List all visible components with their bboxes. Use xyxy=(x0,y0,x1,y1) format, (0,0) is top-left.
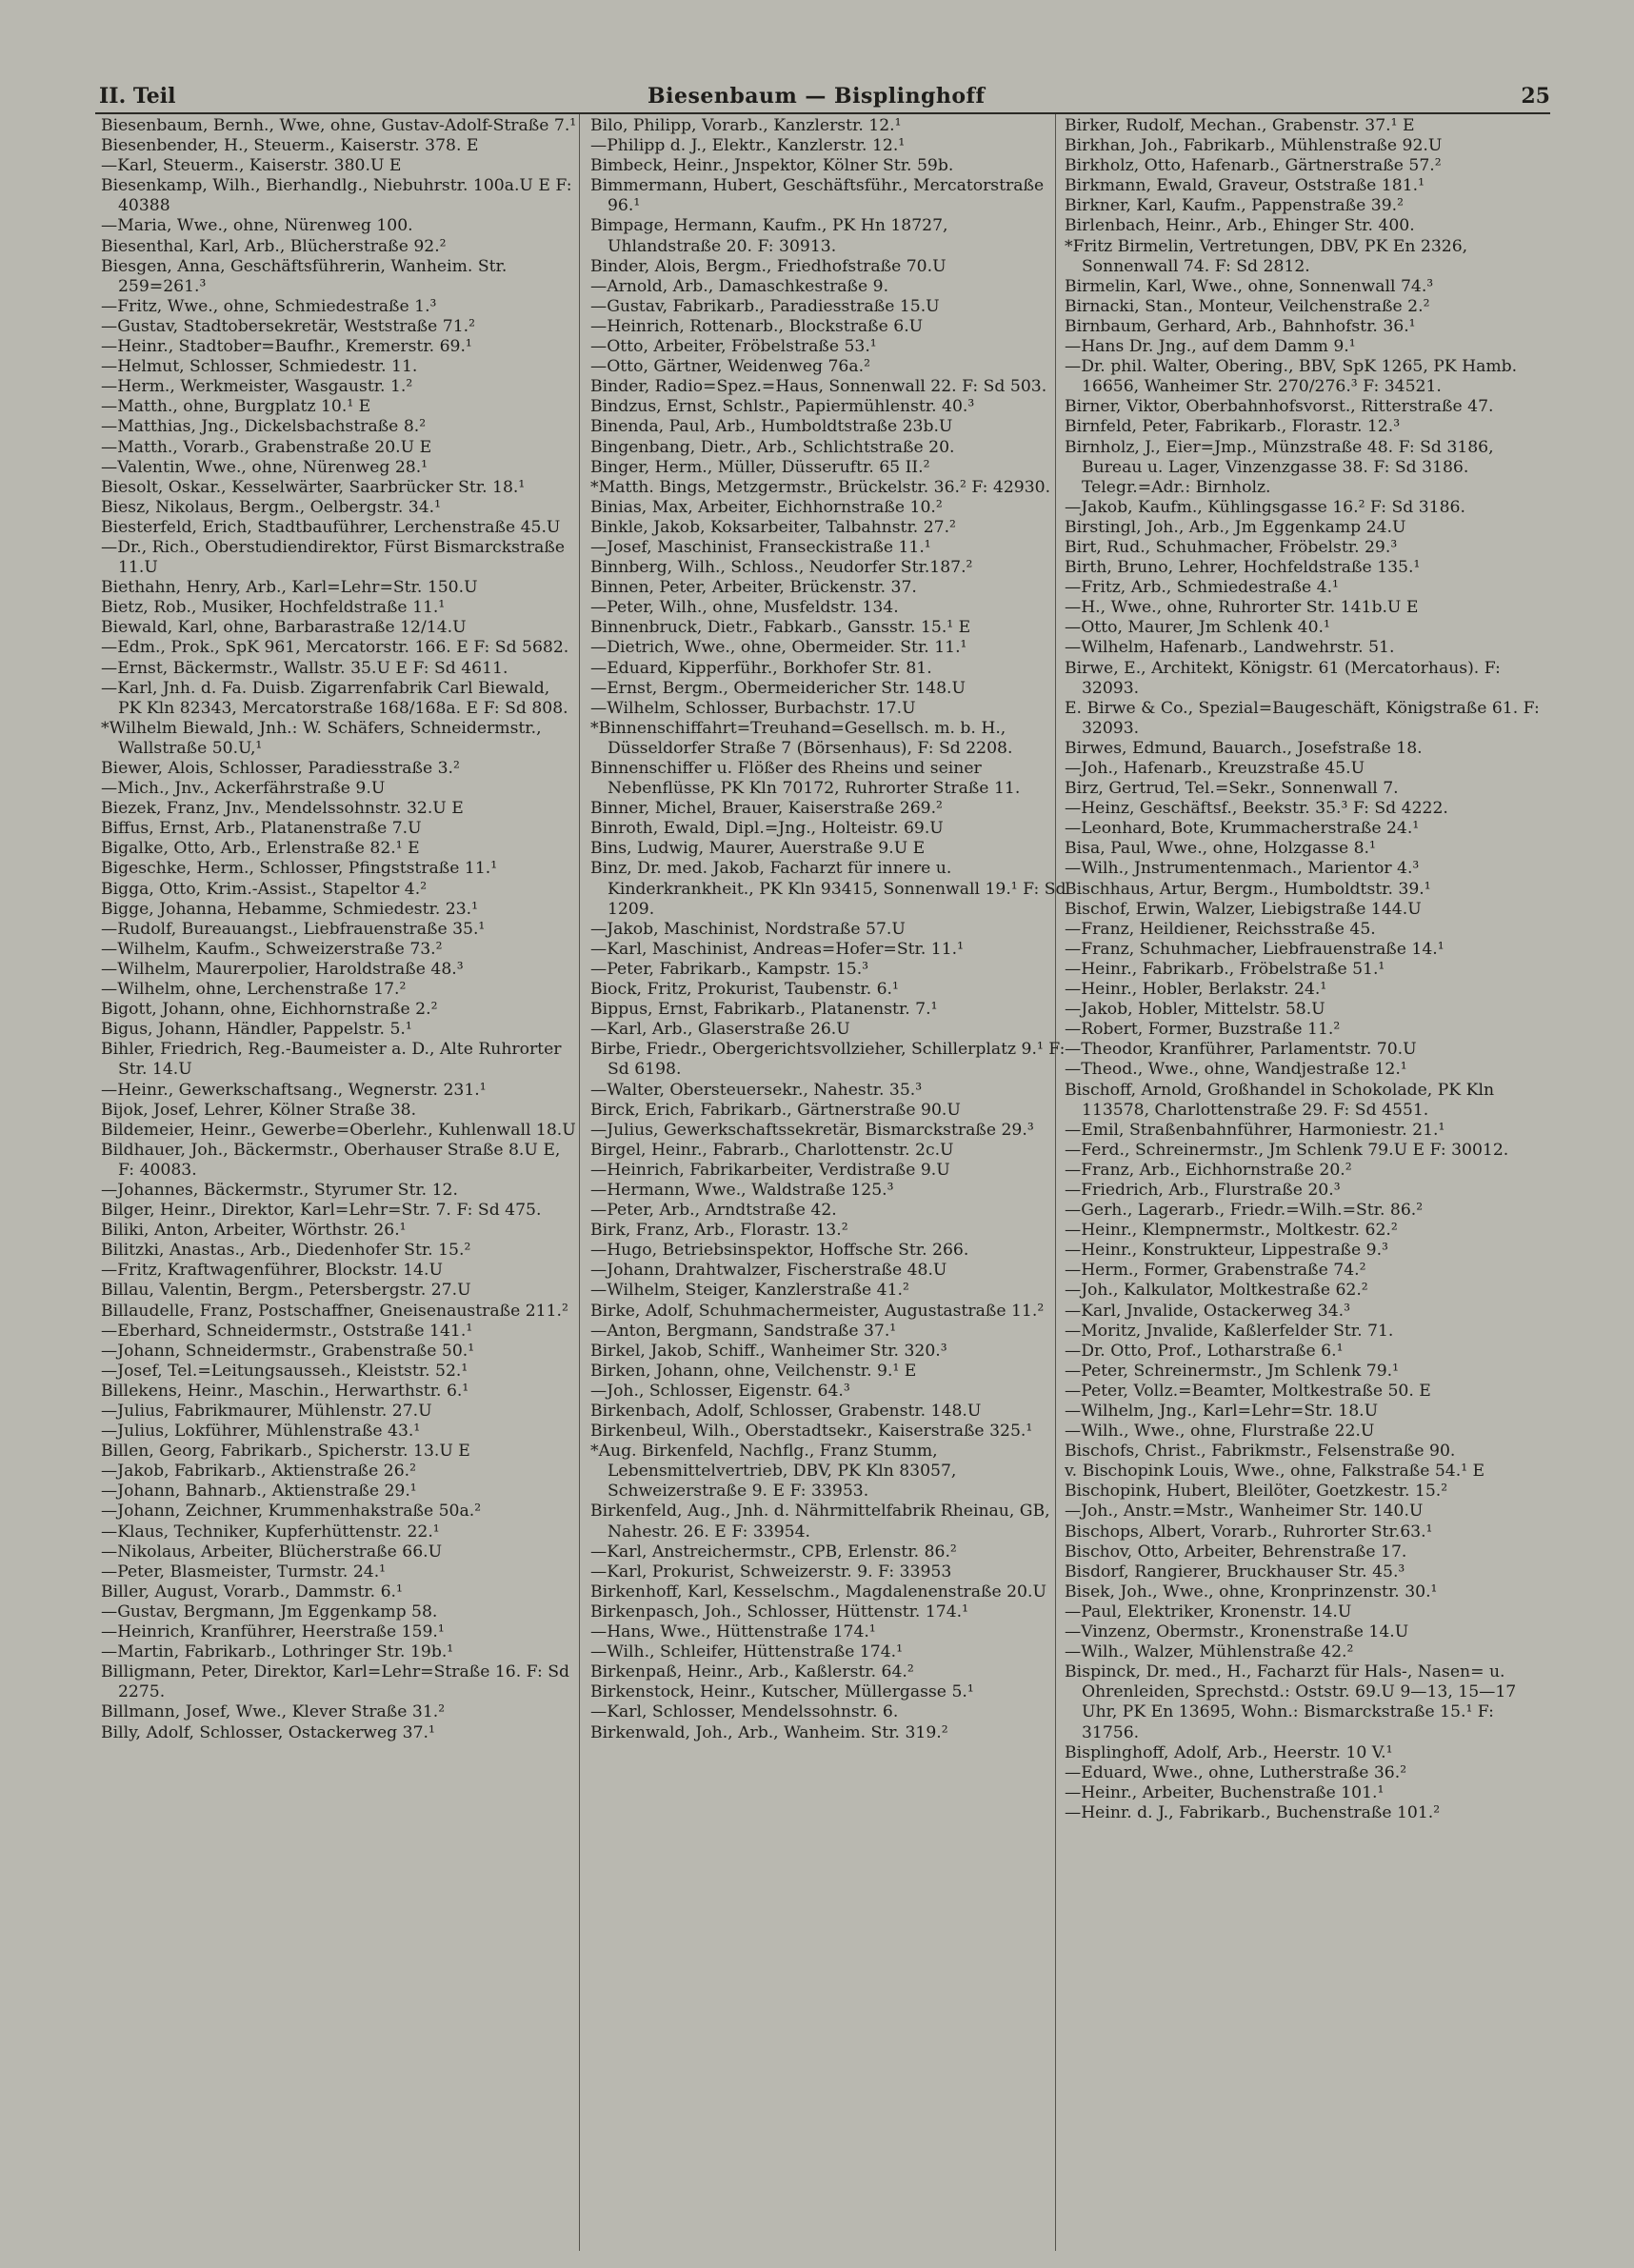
directory-entry: —Gustav, Bergmann, Jm Eggenkamp 58. xyxy=(101,1602,438,1621)
directory-entry: —Matthias, Jng., Dickelsbachstraße 8.² xyxy=(101,417,427,437)
directory-entry: —Franz, Heildiener, Reichsstraße 45. xyxy=(1065,919,1376,939)
directory-entry: —Karl, Maschinist, Andreas=Hofer=Str. 11.¹ xyxy=(590,939,964,959)
directory-entry: Birken, Johann, ohne, Veilchenstr. 9.¹ E xyxy=(590,1361,917,1381)
directory-entry: Birkenpaß, Heinr., Arb., Kaßlerstr. 64.² xyxy=(590,1662,914,1682)
directory-entry: Bischov, Otto, Arbeiter, Behrenstraße 17. xyxy=(1065,1542,1407,1562)
directory-entry: —Karl, Arb., Glaserstraße 26.U xyxy=(590,1020,850,1040)
directory-entry: —Heinr., Klempnermstr., Moltkestr. 62.² xyxy=(1065,1221,1398,1241)
column-divider xyxy=(579,114,580,2251)
directory-entry: —Heinz, Geschäftsf., Beekstr. 35.³ F: Sd 4222. xyxy=(1065,799,1448,819)
directory-entry: —Heinrich, Kranführer, Heerstraße 159.¹ xyxy=(101,1622,445,1642)
directory-entry: Binenda, Paul, Arb., Humboldtstraße 23b.U xyxy=(590,417,953,437)
directory-entry: Bigge, Johanna, Hebamme, Schmiedestr. 23.¹ xyxy=(101,899,479,919)
page-header xyxy=(95,80,1550,114)
directory-entry: Bijok, Josef, Lehrer, Kölner Straße 38. xyxy=(101,1100,417,1120)
directory-entry: —Johann, Zeichner, Krummenhakstraße 50a.² xyxy=(101,1502,482,1522)
directory-entry: Birker, Rudolf, Mechan., Grabenstr. 37.¹ E xyxy=(1065,116,1415,135)
directory-entry: Bigeschke, Herm., Schlosser, Pfingststraße 11.¹ xyxy=(101,859,498,879)
directory-entry: —Peter, Blasmeister, Turmstr. 24.¹ xyxy=(101,1562,387,1582)
directory-entry: Birnbaum, Gerhard, Arb., Bahnhofstr. 36.¹ xyxy=(1065,316,1416,336)
directory-entry: —Jakob, Maschinist, Nordstraße 57.U xyxy=(590,919,906,939)
directory-entry: Birner, Viktor, Oberbahnhofsvorst., Ritterstraße 47. xyxy=(1065,397,1494,417)
directory-entry: —Dr. phil. Walter, Obering., BBV, SpK 1265, PK Hamb. 16656, Wanheimer Str. 270/276.³ F: 34521. xyxy=(1065,357,1518,397)
directory-entry: Biesenbender, H., Steuerm., Kaiserstr. 378. E xyxy=(101,136,479,156)
directory-entry: —Edm., Prok., SpK 961, Mercatorstr. 166. E F: Sd 5682. xyxy=(101,638,569,658)
directory-entry: —Peter, Schreinermstr., Jm Schlenk 79.¹ xyxy=(1065,1361,1399,1381)
directory-entry: Birkhan, Joh., Fabrikarb., Mühlenstraße 92.U xyxy=(1065,136,1443,156)
directory-entry: —Josef, Maschinist, Franseckistraße 11.¹ xyxy=(590,537,931,557)
directory-entry: —Wilhelm, ohne, Lerchenstraße 17.² xyxy=(101,980,407,1000)
directory-entry: Bippus, Ernst, Fabrikarb., Platanenstr. 7.¹ xyxy=(590,1000,938,1020)
directory-entry: Birt, Rud., Schuhmacher, Fröbelstr. 29.³ xyxy=(1065,537,1398,557)
directory-entry: Birck, Erich, Fabrikarb., Gärtnerstraße 90.U xyxy=(590,1100,961,1120)
header-rule xyxy=(95,112,1550,114)
directory-entry: —Herm., Werkmeister, Wasgaustr. 1.² xyxy=(101,377,413,397)
directory-entry: —Heinr., Gewerkschaftsang., Wegnerstr. 231.¹ xyxy=(101,1080,487,1100)
directory-entry: Billy, Adolf, Schlosser, Ostackerweg 37.¹ xyxy=(101,1722,435,1742)
directory-entry: Birnacki, Stan., Monteur, Veilchenstraße 2.² xyxy=(1065,296,1430,316)
directory-entry: Biller, August, Vorarb., Dammstr. 6.¹ xyxy=(101,1582,403,1602)
directory-entry: —Heinr. d. J., Fabrikarb., Buchenstraße 101.² xyxy=(1065,1802,1441,1822)
directory-entry: Birz, Gertrud, Tel.=Sekr., Sonnenwall 7. xyxy=(1065,779,1399,799)
directory-entry: —Karl, Jnvalide, Ostackerweg 34.³ xyxy=(1065,1301,1350,1321)
directory-entry: —Karl, Anstreichermstr., CPB, Erlenstr. 86.² xyxy=(590,1542,957,1562)
directory-entry: —Peter, Vollz.=Beamter, Moltkestraße 50. E xyxy=(1065,1381,1431,1401)
directory-entry: —Maria, Wwe., ohne, Nürenweg 100. xyxy=(101,216,413,236)
directory-entry: *Fritz Birmelin, Vertretungen, DBV, PK En 2326, Sonnenwall 74. F: Sd 2812. xyxy=(1065,236,1468,276)
directory-entry: —Wilh., Jnstrumentenmach., Marientor 4.³ xyxy=(1065,859,1420,879)
directory-entry: Biesenbaum, Bernh., Wwe, ohne, Gustav-Adolf-Straße 7.¹ xyxy=(101,116,577,135)
directory-entry: —Rudolf, Bureauangst., Liebfrauenstraße 35.¹ xyxy=(101,919,486,939)
directory-entry: —Eduard, Wwe., ohne, Lutherstraße 36.² xyxy=(1065,1762,1407,1782)
directory-entry: —Jakob, Kaufm., Kühlingsgasse 16.² F: Sd 3186. xyxy=(1065,497,1465,517)
directory-entry: —Nikolaus, Arbeiter, Blücherstraße 66.U xyxy=(101,1542,443,1562)
directory-entry: —Arnold, Arb., Damaschkestraße 9. xyxy=(590,276,889,296)
directory-entry: Bietz, Rob., Musiker, Hochfeldstraße 11.¹ xyxy=(101,598,446,618)
directory-entry: —Gustav, Fabrikarb., Paradiesstraße 15.U xyxy=(590,296,940,316)
directory-entry: —Wilh., Schleifer, Hüttenstraße 174.¹ xyxy=(590,1642,904,1662)
directory-entry: Bilo, Philipp, Vorarb., Kanzlerstr. 12.¹ xyxy=(590,116,902,135)
directory-entry: —Wilhelm, Steiger, Kanzlerstraße 41.² xyxy=(590,1281,909,1301)
directory-entry: —Dietrich, Wwe., ohne, Obermeider. Str. 11.¹ xyxy=(590,638,967,658)
directory-entry: Bigalke, Otto, Arb., Erlenstraße 82.¹ E xyxy=(101,839,420,859)
directory-entry: Bimpage, Hermann, Kaufm., PK Hn 18727, Uhlandstraße 20. F: 30913. xyxy=(590,216,948,256)
directory-entry: Billaudelle, Franz, Postschaffner, Gneisenaustraße 211.² xyxy=(101,1301,568,1321)
directory-entry: —Dr. Otto, Prof., Lotharstraße 6.¹ xyxy=(1065,1341,1344,1361)
directory-entry: *Aug. Birkenfeld, Nachflg., Franz Stumm, Lebensmittelvertrieb, DBV, PK Kln 83057, Schweizerstraße 9. E F: 33953. xyxy=(590,1442,957,1502)
directory-entry: Birnholz, J., Eier=Jmp., Münzstraße 48. F: Sd 3186, Bureau u. Lager, Vinzenzgasse 38. F: Sd 3186. Telegr.=Adr.: Birnholz. xyxy=(1065,437,1494,497)
directory-entry: —Fritz, Arb., Schmiedestraße 4.¹ xyxy=(1065,578,1339,598)
directory-entry: Birk, Franz, Arb., Florastr. 13.² xyxy=(590,1221,848,1241)
directory-entry: Birgel, Heinr., Fabrarb., Charlottenstr. 2c.U xyxy=(590,1140,954,1160)
directory-entry: Bischopink, Hubert, Bleilöter, Goetzkestr. 15.² xyxy=(1065,1482,1448,1502)
directory-entry: —Heinr., Arbeiter, Buchenstraße 101.¹ xyxy=(1065,1782,1385,1802)
running-title: Biesenbaum — Bisplinghoff xyxy=(648,84,986,109)
directory-entry: Birkenhoff, Karl, Kesselschm., Magdalenenstraße 20.U xyxy=(590,1582,1046,1602)
directory-entry: —Wilh., Walzer, Mühlenstraße 42.² xyxy=(1065,1642,1354,1662)
directory-entry: Bigott, Johann, ohne, Eichhornstraße 2.² xyxy=(101,1000,438,1020)
directory-entry: Bisdorf, Rangierer, Bruckhauser Str. 45.³ xyxy=(1065,1562,1405,1582)
directory-entry: Bisplinghoff, Adolf, Arb., Heerstr. 10 V.¹ xyxy=(1065,1742,1393,1762)
directory-entry: —Wilh., Wwe., ohne, Flurstraße 22.U xyxy=(1065,1422,1375,1442)
directory-entry: Biesterfeld, Erich, Stadtbauführer, Lerchenstraße 45.U xyxy=(101,517,561,537)
directory-entry: —Hans, Wwe., Hüttenstraße 174.¹ xyxy=(590,1622,876,1642)
directory-entry: Birke, Adolf, Schuhmachermeister, Augustastraße 11.² xyxy=(590,1301,1045,1321)
directory-entry: Bisek, Joh., Wwe., ohne, Kronprinzenstr. 30.¹ xyxy=(1065,1582,1438,1602)
directory-entry: Biewald, Karl, ohne, Barbarastraße 12/14.U xyxy=(101,618,467,638)
directory-entry: —Leonhard, Bote, Krummacherstraße 24.¹ xyxy=(1065,819,1420,839)
directory-entry: —Eberhard, Schneidermstr., Oststraße 141.¹ xyxy=(101,1321,473,1341)
directory-entry: —Valentin, Wwe., ohne, Nürenweg 28.¹ xyxy=(101,457,428,477)
directory-entry: —Herm., Former, Grabenstraße 74.² xyxy=(1065,1261,1366,1281)
directory-entry: —Matth., ohne, Burgplatz 10.¹ E xyxy=(101,397,371,417)
directory-entry: —Heinrich, Rottenarb., Blockstraße 6.U xyxy=(590,316,924,336)
directory-entry: Bins, Ludwig, Maurer, Auerstraße 9.U E xyxy=(590,839,926,859)
directory-entry: Birkholz, Otto, Hafenarb., Gärtnerstraße 57.² xyxy=(1065,156,1442,176)
directory-entry: —Emil, Straßenbahnführer, Harmoniestr. 21.¹ xyxy=(1065,1120,1445,1140)
directory-entry: Biliki, Anton, Arbeiter, Wörthstr. 26.¹ xyxy=(101,1221,407,1241)
directory-entry: —Peter, Fabrikarb., Kampstr. 15.³ xyxy=(590,959,869,979)
directory-entry: Bihler, Friedrich, Reg.-Baumeister a. D., Alte Ruhrorter Str. 14.U xyxy=(101,1040,562,1080)
directory-entry: Binias, Max, Arbeiter, Eichhornstraße 10.² xyxy=(590,497,943,517)
directory-entry: —Franz, Schuhmacher, Liebfrauenstraße 14.¹ xyxy=(1065,939,1445,959)
directory-entry: —Heinr., Hobler, Berlakstr. 24.¹ xyxy=(1065,980,1327,1000)
directory-entry: —Joh., Hafenarb., Kreuzstraße 45.U xyxy=(1065,759,1365,778)
directory-entry: Birkenwald, Joh., Arb., Wanheim. Str. 319.² xyxy=(590,1722,948,1742)
directory-entry: Billekens, Heinr., Maschin., Herwarthstr. 6.¹ xyxy=(101,1381,469,1401)
directory-entry: Billigmann, Peter, Direktor, Karl=Lehr=Straße 16. F: Sd 2275. xyxy=(101,1662,569,1702)
directory-entry: —Hermann, Wwe., Waldstraße 125.³ xyxy=(590,1180,894,1200)
directory-entry: Binroth, Ewald, Dipl.=Jng., Holteistr. 69.U xyxy=(590,819,944,839)
directory-entry: —Ferd., Schreinermstr., Jm Schlenk 79.U E F: 30012. xyxy=(1065,1140,1509,1160)
directory-page xyxy=(95,80,1550,2251)
directory-entry: Bischofs, Christ., Fabrikmstr., Felsenstraße 90. xyxy=(1065,1442,1456,1462)
directory-entry: Binnenbruck, Dietr., Fabkarb., Gansstr. 15.¹ E xyxy=(590,618,971,638)
directory-entry: Birkmann, Ewald, Graveur, Oststraße 181.¹ xyxy=(1065,176,1425,196)
directory-entry: Birstingl, Joh., Arb., Jm Eggenkamp 24.U xyxy=(1065,517,1406,537)
directory-entry: —Vinzenz, Obermstr., Kronenstraße 14.U xyxy=(1065,1622,1409,1642)
directory-entry: —Gustav, Stadtobersekretär, Weststraße 71.² xyxy=(101,316,476,336)
directory-entry: —Gerh., Lagerarb., Friedr.=Wilh.=Str. 86.² xyxy=(1065,1201,1424,1221)
directory-entry: —Friedrich, Arb., Flurstraße 20.³ xyxy=(1065,1180,1341,1200)
directory-entry: Biock, Fritz, Prokurist, Taubenstr. 6.¹ xyxy=(590,980,899,1000)
directory-entry: Biesenkamp, Wilh., Bierhandlg., Niebuhrstr. 100a.U E F: 40388 xyxy=(101,176,572,216)
directory-entry: —Walter, Obersteuersekr., Nahestr. 35.³ xyxy=(590,1080,923,1100)
directory-entry: Birkenbeul, Wilh., Oberstadtsekr., Kaiserstraße 325.¹ xyxy=(590,1422,1033,1442)
directory-entry: Biethahn, Henry, Arb., Karl=Lehr=Str. 150.U xyxy=(101,578,478,598)
directory-entry: —Wilhelm, Maurerpolier, Haroldstraße 48.³ xyxy=(101,959,464,979)
directory-entry: —Dr., Rich., Oberstudiendirektor, Fürst Bismarckstraße 11.U xyxy=(101,537,566,578)
directory-entry: —Wilhelm, Schlosser, Burbachstr. 17.U xyxy=(590,698,916,718)
directory-entry: Birth, Bruno, Lehrer, Hochfeldstraße 135.¹ xyxy=(1065,558,1421,578)
directory-entry: —Jakob, Hobler, Mittelstr. 58.U xyxy=(1065,1000,1325,1020)
directory-entry: —Philipp d. J., Elektr., Kanzlerstr. 12.¹ xyxy=(590,136,906,156)
directory-entry: —Helmut, Schlosser, Schmiedestr. 11. xyxy=(101,357,418,377)
directory-entry: E. Birwe & Co., Spezial=Baugeschäft, Königstraße 61. F: 32093. xyxy=(1065,698,1540,738)
directory-entry: —Karl, Prokurist, Schweizerstr. 9. F: 33953 xyxy=(590,1562,952,1582)
directory-entry: Biesgen, Anna, Geschäftsführerin, Wanheim. Str. 259=261.³ xyxy=(101,256,508,296)
directory-entry: Billen, Georg, Fabrikarb., Spicherstr. 13.U E xyxy=(101,1442,470,1462)
directory-entry: Birkenpasch, Joh., Schlosser, Hüttenstr. 174.¹ xyxy=(590,1602,969,1621)
directory-entry: Bimbeck, Heinr., Jnspektor, Kölner Str. 59b. xyxy=(590,156,954,176)
directory-entry: Binnen, Peter, Arbeiter, Brückenstr. 37. xyxy=(590,578,917,598)
directory-entry: Birkner, Karl, Kaufm., Pappenstraße 39.² xyxy=(1065,196,1405,216)
directory-entry: —Karl, Schlosser, Mendelssohnstr. 6. xyxy=(590,1702,899,1722)
directory-entry: —Otto, Maurer, Jm Schlenk 40.¹ xyxy=(1065,618,1330,638)
directory-entry: Birbe, Friedr., Obergerichtsvollzieher, Schillerplatz 9.¹ F: Sd 6198. xyxy=(590,1040,1066,1080)
directory-entry: —Theodor, Kranführer, Parlamentstr. 70.U xyxy=(1065,1040,1417,1060)
directory-entry: —Ernst, Bergm., Obermeidericher Str. 148.U xyxy=(590,678,966,698)
directory-entry: —Johannes, Bäckermstr., Styrumer Str. 12. xyxy=(101,1180,458,1200)
directory-entry: Biesolt, Oskar., Kesselwärter, Saarbrücker Str. 18.¹ xyxy=(101,477,526,497)
directory-entry: —Joh., Anstr.=Mstr., Wanheimer Str. 140.U xyxy=(1065,1502,1424,1522)
directory-entry: —Hugo, Betriebsinspektor, Hoffsche Str. 266. xyxy=(590,1241,969,1261)
directory-entry: —Paul, Elektriker, Kronenstr. 14.U xyxy=(1065,1602,1352,1621)
directory-entry: —Johann, Bahnarb., Aktienstraße 29.¹ xyxy=(101,1482,417,1502)
directory-entry: Bilger, Heinr., Direktor, Karl=Lehr=Str. 7. F: Sd 475. xyxy=(101,1201,542,1221)
directory-entry: —Johann, Drahtwalzer, Fischerstraße 48.U xyxy=(590,1261,947,1281)
directory-entry: —Heinr., Fabrikarb., Fröbelstraße 51.¹ xyxy=(1065,959,1385,979)
directory-entry: —H., Wwe., ohne, Ruhrorter Str. 141b.U E xyxy=(1065,598,1419,618)
directory-entry: —Julius, Gewerkschaftssekretär, Bismarckstraße 29.³ xyxy=(590,1120,1034,1140)
directory-entry: Bisa, Paul, Wwe., ohne, Holzgasse 8.¹ xyxy=(1065,839,1376,859)
directory-entry: Bigga, Otto, Krim.-Assist., Stapeltor 4.² xyxy=(101,879,428,899)
directory-entry: —Moritz, Jnvalide, Kaßlerfelder Str. 71. xyxy=(1065,1321,1394,1341)
directory-entry: —Robert, Former, Buzstraße 11.² xyxy=(1065,1020,1341,1040)
directory-entry: —Matth., Vorarb., Grabenstraße 20.U E xyxy=(101,437,432,457)
directory-entry: —Eduard, Kipperführ., Borkhofer Str. 81. xyxy=(590,658,932,678)
directory-entry: Billau, Valentin, Bergm., Petersbergstr. 27.U xyxy=(101,1281,471,1301)
directory-entry: —Anton, Bergmann, Sandstraße 37.¹ xyxy=(590,1321,897,1341)
directory-entry: *Binnenschiffahrt=Treuhand=Gesellsch. m. b. H., Düsseldorfer Straße 7 (Börsenhaus), F: Sd 2208. xyxy=(590,718,1013,758)
directory-entry: Binder, Alois, Bergm., Friedhofstraße 70.U xyxy=(590,256,947,276)
directory-entry: —Fritz, Kraftwagenführer, Blockstr. 14.U xyxy=(101,1261,443,1281)
column-3 xyxy=(1065,116,1550,2249)
directory-entry: Binner, Michel, Brauer, Kaiserstraße 269.² xyxy=(590,799,943,819)
directory-entry: —Otto, Arbeiter, Fröbelstraße 53.¹ xyxy=(590,337,877,357)
directory-entry: —Julius, Lokführer, Mühlenstraße 43.¹ xyxy=(101,1422,421,1442)
page-number: 25 xyxy=(1521,84,1550,109)
directory-entry: Biewer, Alois, Schlosser, Paradiesstraße 3.² xyxy=(101,759,460,778)
directory-entry: Birkenfeld, Aug., Jnh. d. Nährmittelfabrik Rheinau, GB, Nahestr. 26. E F: 33954. xyxy=(590,1502,1050,1542)
directory-entry: —Wilhelm, Jng., Karl=Lehr=Str. 18.U xyxy=(1065,1402,1379,1421)
directory-entry: Bindzus, Ernst, Schlstr., Papiermühlenstr. 40.³ xyxy=(590,397,975,417)
directory-entry: Bildhauer, Joh., Bäckermstr., Oberhauser Straße 8.U E, F: 40083. xyxy=(101,1140,561,1180)
directory-entry: Billmann, Josef, Wwe., Klever Straße 31.² xyxy=(101,1702,446,1722)
directory-entry: Birlenbach, Heinr., Arb., Ehinger Str. 400. xyxy=(1065,216,1415,236)
directory-entry: —Josef, Tel.=Leitungsausseh., Kleiststr. 52.¹ xyxy=(101,1361,468,1381)
directory-entry: Binkle, Jakob, Koksarbeiter, Talbahnstr. 27.² xyxy=(590,517,956,537)
directory-entry: —Klaus, Techniker, Kupferhüttenstr. 22.¹ xyxy=(101,1522,440,1542)
directory-entry: Birkel, Jakob, Schiff., Wanheimer Str. 320.³ xyxy=(590,1341,947,1361)
directory-entry: —Theod., Wwe., ohne, Wandjestraße 12.¹ xyxy=(1065,1060,1407,1080)
directory-entry: Binnberg, Wilh., Schloss., Neudorfer Str.187.² xyxy=(590,558,973,578)
directory-entry: —Wilhelm, Hafenarb., Landwehrstr. 51. xyxy=(1065,638,1395,658)
directory-entry: *Matth. Bings, Metzgermstr., Brückelstr. 36.² F: 42930. xyxy=(590,477,1051,497)
directory-entry: —Heinr., Stadtober=Baufhr., Kremerstr. 69.¹ xyxy=(101,337,472,357)
directory-entry: Biesenthal, Karl, Arb., Blücherstraße 92.² xyxy=(101,236,447,256)
directory-entry: —Jakob, Fabrikarb., Aktienstraße 26.² xyxy=(101,1462,417,1482)
directory-entry: Biffus, Ernst, Arb., Platanenstraße 7.U xyxy=(101,819,422,839)
directory-entry: —Wilhelm, Kaufm., Schweizerstraße 73.² xyxy=(101,939,443,959)
directory-entry: —Martin, Fabrikarb., Lothringer Str. 19b.¹ xyxy=(101,1642,454,1662)
directory-entry: Binger, Herm., Müller, Düsseruftr. 65 II.² xyxy=(590,457,930,477)
directory-entry: Birkenbach, Adolf, Schlosser, Grabenstr. 148.U xyxy=(590,1402,982,1421)
directory-entry: —Karl, Jnh. d. Fa. Duisb. Zigarrenfabrik Carl Biewald, PK Kln 82343, Mercatorstraße 168/168a. E F: Sd 808. xyxy=(101,678,568,718)
column-2 xyxy=(590,116,1066,2249)
directory-entry: Binnenschiffer u. Flößer des Rheins und seiner Nebenflüsse, PK Kln 70172, Ruhrorter Straße 11. xyxy=(590,759,1021,799)
directory-entry: —Johann, Schneidermstr., Grabenstraße 50.¹ xyxy=(101,1341,475,1361)
directory-entry: —Heinr., Konstrukteur, Lippestraße 9.³ xyxy=(1065,1241,1388,1261)
directory-entry: Bischof, Erwin, Walzer, Liebigstraße 144.U xyxy=(1065,899,1422,919)
directory-entry: Birmelin, Karl, Wwe., ohne, Sonnenwall 74.³ xyxy=(1065,276,1434,296)
directory-entry: —Heinrich, Fabrikarbeiter, Verdistraße 9.U xyxy=(590,1160,950,1180)
directory-entry: Birkenstock, Heinr., Kutscher, Müllergasse 5.¹ xyxy=(590,1682,974,1702)
directory-entry: —Joh., Kalkulator, Moltkestraße 62.² xyxy=(1065,1281,1368,1301)
part-label: II. Teil xyxy=(99,84,176,109)
directory-entry: —Franz, Arb., Eichhornstraße 20.² xyxy=(1065,1160,1352,1180)
directory-entry: Binz, Dr. med. Jakob, Facharzt für innere u. Kinderkrankheit., PK Kln 93415, Sonnenwall 19.¹ F: Sd 1209. xyxy=(590,859,1066,919)
directory-entry: *Wilhelm Biewald, Jnh.: W. Schäfers, Schneidermstr., Wallstraße 50.U,¹ xyxy=(101,718,542,758)
directory-entry: —Julius, Fabrikmaurer, Mühlenstr. 27.U xyxy=(101,1402,432,1421)
directory-entry: Bischhaus, Artur, Bergm., Humboldtstr. 39.¹ xyxy=(1065,879,1431,899)
directory-entry: Binder, Radio=Spez.=Haus, Sonnenwall 22. F: Sd 503. xyxy=(590,377,1047,397)
directory-entry: —Otto, Gärtner, Weidenweg 76a.² xyxy=(590,357,870,377)
directory-entry: Bingenbang, Dietr., Arb., Schlichtstraße 20. xyxy=(590,437,955,457)
directory-entry: Biezek, Franz, Jnv., Mendelssohnstr. 32.U E xyxy=(101,799,464,819)
directory-entry: —Fritz, Wwe., ohne, Schmiedestraße 1.³ xyxy=(101,296,437,316)
directory-entry: Biesz, Nikolaus, Bergm., Oelbergstr. 34.¹ xyxy=(101,497,442,517)
directory-entry: Birnfeld, Peter, Fabrikarb., Florastr. 12.³ xyxy=(1065,417,1401,437)
directory-entry: —Peter, Wilh., ohne, Musfeldstr. 134. xyxy=(590,598,899,618)
directory-entry: —Karl, Steuerm., Kaiserstr. 380.U E xyxy=(101,156,402,176)
directory-entry: Bischoff, Arnold, Großhandel in Schokolade, PK Kln 113578, Charlottenstraße 29. F: Sd 4551. xyxy=(1065,1080,1495,1120)
directory-entry: —Peter, Arb., Arndtstraße 42. xyxy=(590,1201,837,1221)
directory-entry: —Hans Dr. Jng., auf dem Damm 9.¹ xyxy=(1065,337,1356,357)
directory-entry: Birwe, E., Architekt, Königstr. 61 (Mercatorhaus). F: 32093. xyxy=(1065,658,1501,698)
directory-entry: Bischops, Albert, Vorarb., Ruhrorter Str.63.¹ xyxy=(1065,1522,1433,1542)
directory-entry: Bilitzki, Anastas., Arb., Diedenhofer Str. 15.² xyxy=(101,1241,471,1261)
directory-entry: Birwes, Edmund, Bauarch., Josefstraße 18. xyxy=(1065,738,1423,758)
directory-entry: —Mich., Jnv., Ackerfährstraße 9.U xyxy=(101,779,386,799)
directory-entry: Bimmermann, Hubert, Geschäftsführ., Mercatorstraße 96.¹ xyxy=(590,176,1045,216)
directory-entry: v. Bischopink Louis, Wwe., ohne, Falkstraße 54.¹ E xyxy=(1065,1462,1485,1482)
directory-entry: Bispinck, Dr. med., H., Facharzt für Hals-, Nasen= u. Ohrenleiden, Sprechstd.: Oststr. 69.U 9—13, 15—17 Uhr, PK En 13695, Wohn.: Bismarckstraße 15.¹ F: 31756. xyxy=(1065,1662,1517,1742)
directory-entry: —Ernst, Bäckermstr., Wallstr. 35.U E F: Sd 4611. xyxy=(101,658,508,678)
directory-entry: Bildemeier, Heinr., Gewerbe=Oberlehr., Kuhlenwall 18.U xyxy=(101,1120,576,1140)
directory-entry: —Joh., Schlosser, Eigenstr. 64.³ xyxy=(590,1381,850,1401)
directory-entry: Bigus, Johann, Händler, Pappelstr. 5.¹ xyxy=(101,1020,412,1040)
column-1 xyxy=(101,116,577,2249)
